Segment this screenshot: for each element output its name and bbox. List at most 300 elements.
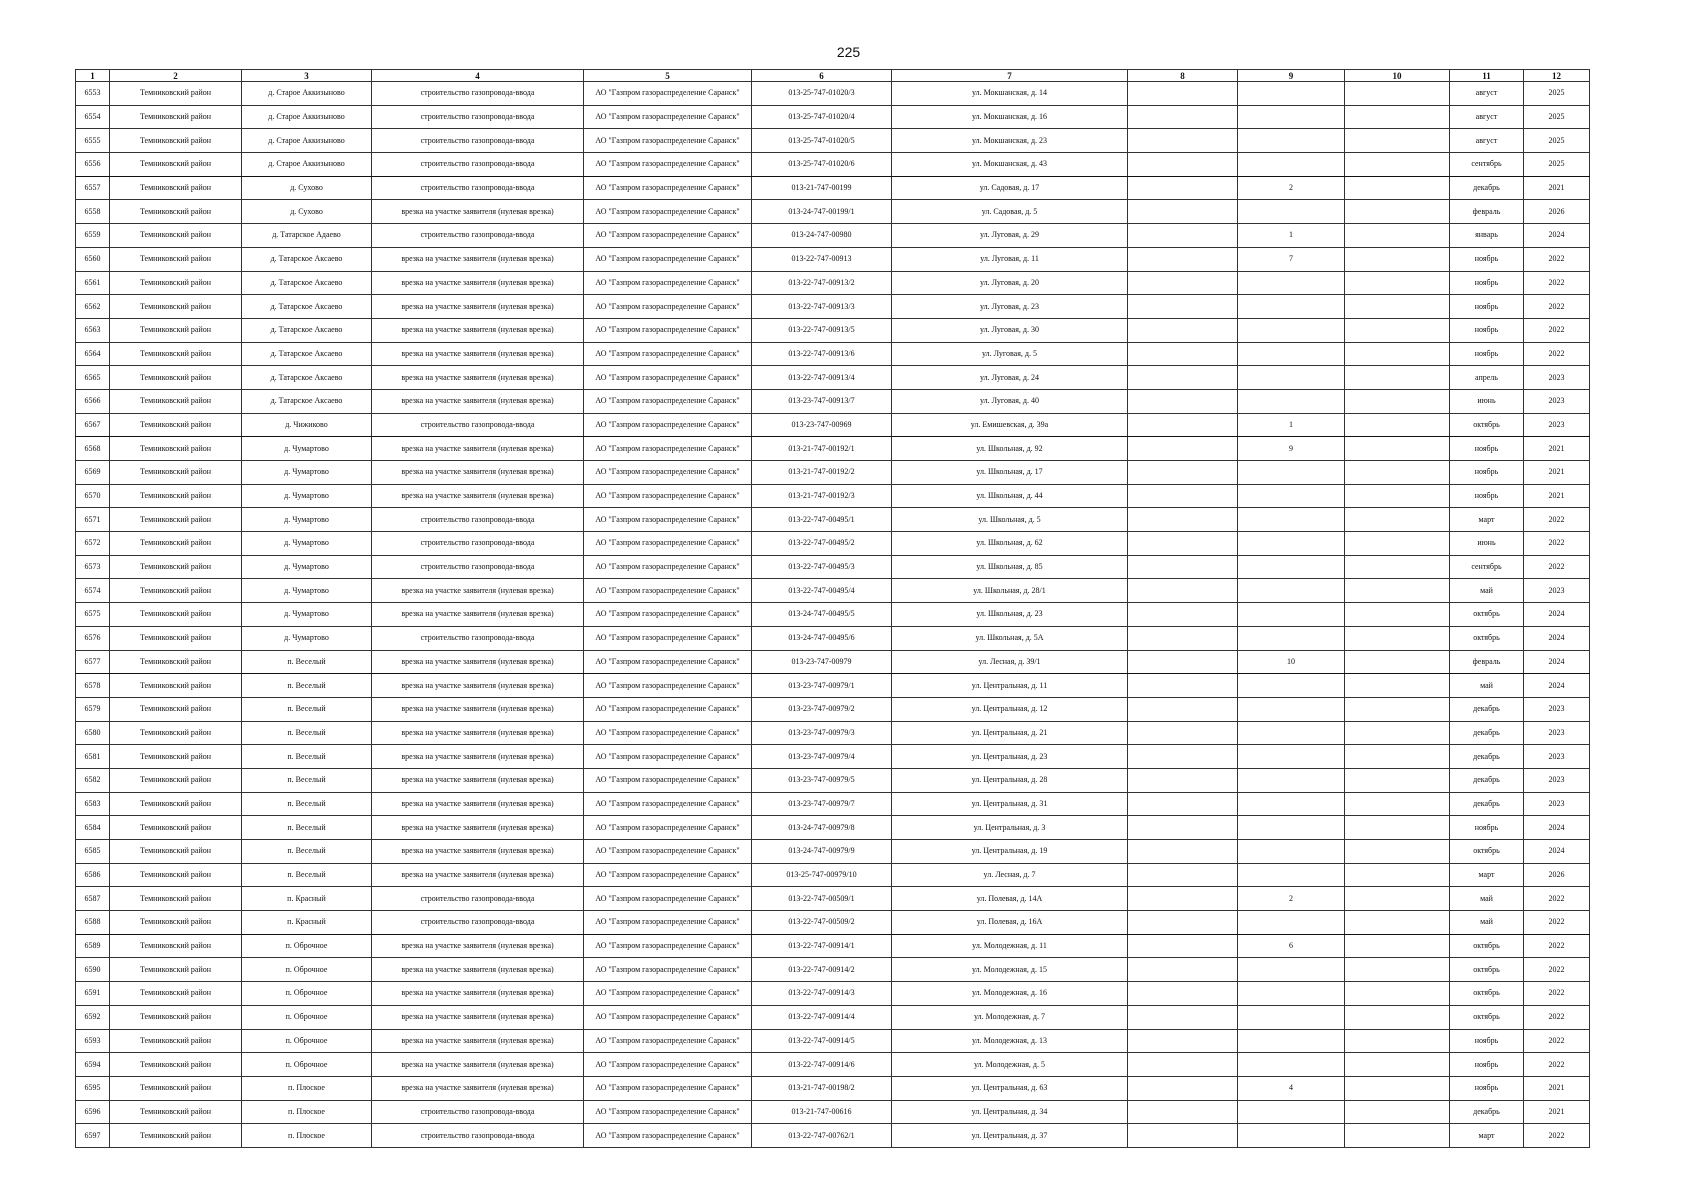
cell-col-10 [1345,768,1450,792]
cell-organization: АО "Газпром газораспределение Саранск" [584,461,752,485]
cell-application-number: 013-22-747-00913 [752,247,892,271]
cell-work-type: врезка на участке заявителя (нулевая врезка) [372,768,584,792]
cell-organization: АО "Газпром газораспределение Саранск" [584,1100,752,1124]
cell-month: март [1450,1124,1524,1148]
cell-organization: АО "Газпром газораспределение Саранск" [584,1029,752,1053]
cell-col-10 [1345,1100,1450,1124]
cell-row-number: 6579 [76,697,110,721]
cell-row-number: 6557 [76,176,110,200]
cell-col-8 [1128,200,1238,224]
cell-month: ноябрь [1450,271,1524,295]
cell-row-number: 6563 [76,318,110,342]
cell-month: октябрь [1450,840,1524,864]
cell-district: Темниковский район [110,768,242,792]
cell-address: ул. Луговая, д. 23 [892,295,1128,319]
cell-month: март [1450,863,1524,887]
cell-col-10 [1345,413,1450,437]
cell-row-number: 6571 [76,508,110,532]
column-header-9: 9 [1238,70,1345,82]
cell-address: ул. Центральная, д. 11 [892,674,1128,698]
cell-organization: АО "Газпром газораспределение Саранск" [584,271,752,295]
cell-col-9 [1238,792,1345,816]
cell-month: ноябрь [1450,318,1524,342]
cell-year: 2023 [1524,768,1590,792]
cell-col-10 [1345,342,1450,366]
cell-address: ул. Мокшанская, д. 16 [892,105,1128,129]
cell-work-type: строительство газопровода-ввода [372,887,584,911]
cell-settlement: п. Оброчное [242,982,372,1006]
cell-application-number: 013-21-747-00192/2 [752,461,892,485]
cell-organization: АО "Газпром газораспределение Саранск" [584,863,752,887]
table-row [76,366,1590,390]
cell-district: Темниковский район [110,129,242,153]
cell-organization: АО "Газпром газораспределение Саранск" [584,342,752,366]
cell-col-8 [1128,840,1238,864]
cell-month: декабрь [1450,697,1524,721]
cell-district: Темниковский район [110,555,242,579]
cell-organization: АО "Газпром газораспределение Саранск" [584,176,752,200]
cell-application-number: 013-23-747-00979/1 [752,674,892,698]
cell-month: май [1450,674,1524,698]
cell-organization: АО "Газпром газораспределение Саранск" [584,1124,752,1148]
cell-month: февраль [1450,200,1524,224]
cell-col-8 [1128,697,1238,721]
column-header-12: 12 [1524,70,1590,82]
cell-application-number: 013-22-747-00914/5 [752,1029,892,1053]
cell-month: ноябрь [1450,342,1524,366]
cell-year: 2025 [1524,82,1590,106]
cell-work-type: врезка на участке заявителя (нулевая врезка) [372,816,584,840]
cell-work-type: врезка на участке заявителя (нулевая врезка) [372,603,584,627]
table-row [76,674,1590,698]
cell-month: октябрь [1450,626,1524,650]
cell-row-number: 6575 [76,603,110,627]
cell-work-type: врезка на участке заявителя (нулевая врезка) [372,674,584,698]
cell-work-type: врезка на участке заявителя (нулевая врезка) [372,721,584,745]
cell-settlement: п. Плоское [242,1076,372,1100]
cell-application-number: 013-25-747-01020/4 [752,105,892,129]
cell-work-type: строительство газопровода-ввода [372,1124,584,1148]
cell-organization: АО "Газпром газораспределение Саранск" [584,579,752,603]
cell-col-8 [1128,366,1238,390]
cell-month: август [1450,129,1524,153]
cell-work-type: строительство газопровода-ввода [372,82,584,106]
cell-settlement: п. Веселый [242,792,372,816]
cell-col-9 [1238,271,1345,295]
cell-organization: АО "Газпром газораспределение Саранск" [584,721,752,745]
cell-application-number: 013-21-747-00198/2 [752,1076,892,1100]
cell-address: ул. Школьная, д. 44 [892,484,1128,508]
cell-year: 2023 [1524,745,1590,769]
cell-col-9 [1238,579,1345,603]
cell-col-9 [1238,318,1345,342]
cell-district: Темниковский район [110,200,242,224]
cell-year: 2024 [1524,224,1590,248]
cell-col-8 [1128,295,1238,319]
cell-district: Темниковский район [110,247,242,271]
cell-organization: АО "Газпром газораспределение Саранск" [584,532,752,556]
cell-settlement: п. Оброчное [242,1005,372,1029]
cell-col-9 [1238,1053,1345,1077]
cell-settlement: д. Чижиково [242,413,372,437]
cell-organization: АО "Газпром газораспределение Саранск" [584,911,752,935]
cell-address: ул. Школьная, д. 28/1 [892,579,1128,603]
cell-application-number: 013-22-747-00914/2 [752,958,892,982]
cell-district: Темниковский район [110,840,242,864]
cell-col-10 [1345,461,1450,485]
cell-settlement: п. Плоское [242,1124,372,1148]
cell-row-number: 6586 [76,863,110,887]
table-row [76,105,1590,129]
cell-address: ул. Луговая, д. 30 [892,318,1128,342]
cell-year: 2023 [1524,389,1590,413]
cell-row-number: 6574 [76,579,110,603]
cell-month: ноябрь [1450,1029,1524,1053]
cell-settlement: п. Веселый [242,816,372,840]
cell-year: 2022 [1524,1124,1590,1148]
cell-address: ул. Садовая, д. 17 [892,176,1128,200]
cell-address: ул. Луговая, д. 20 [892,271,1128,295]
table-body [76,82,1590,1148]
cell-year: 2022 [1524,508,1590,532]
cell-work-type: врезка на участке заявителя (нулевая врезка) [372,318,584,342]
cell-col-8 [1128,413,1238,437]
cell-organization: АО "Газпром газораспределение Саранск" [584,792,752,816]
cell-col-9 [1238,1124,1345,1148]
cell-col-8 [1128,721,1238,745]
cell-year: 2024 [1524,603,1590,627]
cell-organization: АО "Газпром газораспределение Саранск" [584,1053,752,1077]
column-header-8: 8 [1128,70,1238,82]
cell-row-number: 6580 [76,721,110,745]
cell-organization: АО "Газпром газораспределение Саранск" [584,768,752,792]
cell-district: Темниковский район [110,1005,242,1029]
cell-month: январь [1450,224,1524,248]
cell-organization: АО "Газпром газораспределение Саранск" [584,816,752,840]
table-row [76,579,1590,603]
column-header-4: 4 [372,70,584,82]
table-row [76,224,1590,248]
table-row [76,792,1590,816]
cell-row-number: 6590 [76,958,110,982]
cell-col-9 [1238,863,1345,887]
table-row [76,958,1590,982]
table-row [76,1124,1590,1148]
cell-settlement: д. Сухово [242,200,372,224]
table-row [76,1005,1590,1029]
cell-address: ул. Центральная, д. 23 [892,745,1128,769]
cell-month: декабрь [1450,176,1524,200]
cell-application-number: 013-22-747-00495/4 [752,579,892,603]
cell-district: Темниковский район [110,721,242,745]
cell-row-number: 6584 [76,816,110,840]
cell-col-10 [1345,105,1450,129]
cell-application-number: 013-23-747-00979/5 [752,768,892,792]
cell-district: Темниковский район [110,958,242,982]
cell-settlement: д. Чумартово [242,508,372,532]
cell-organization: АО "Газпром газораспределение Саранск" [584,484,752,508]
table-row [76,697,1590,721]
cell-year: 2022 [1524,934,1590,958]
cell-address: ул. Мокшанская, д. 14 [892,82,1128,106]
cell-row-number: 6556 [76,153,110,177]
column-header-1: 1 [76,70,110,82]
cell-col-8 [1128,768,1238,792]
cell-row-number: 6561 [76,271,110,295]
cell-settlement: п. Веселый [242,650,372,674]
cell-organization: АО "Газпром газораспределение Саранск" [584,247,752,271]
cell-col-10 [1345,1124,1450,1148]
cell-district: Темниковский район [110,484,242,508]
cell-month: октябрь [1450,413,1524,437]
table-row [76,887,1590,911]
table-row [76,816,1590,840]
cell-district: Темниковский район [110,697,242,721]
cell-district: Темниковский район [110,1029,242,1053]
cell-work-type: строительство газопровода-ввода [372,224,584,248]
cell-col-10 [1345,745,1450,769]
cell-work-type: строительство газопровода-ввода [372,176,584,200]
table-row [76,721,1590,745]
cell-organization: АО "Газпром газораспределение Саранск" [584,958,752,982]
table-row [76,437,1590,461]
cell-col-8 [1128,674,1238,698]
cell-col-9 [1238,911,1345,935]
cell-col-8 [1128,129,1238,153]
cell-district: Темниковский район [110,674,242,698]
cell-row-number: 6565 [76,366,110,390]
cell-address: ул. Центральная, д. 63 [892,1076,1128,1100]
cell-col-10 [1345,508,1450,532]
cell-settlement: п. Веселый [242,674,372,698]
cell-organization: АО "Газпром газораспределение Саранск" [584,603,752,627]
cell-col-10 [1345,295,1450,319]
cell-settlement: д. Чумартово [242,626,372,650]
cell-col-9 [1238,1029,1345,1053]
cell-organization: АО "Газпром газораспределение Саранск" [584,105,752,129]
cell-work-type: врезка на участке заявителя (нулевая врезка) [372,958,584,982]
cell-col-9 [1238,484,1345,508]
cell-settlement: д. Татарское Аксаево [242,366,372,390]
cell-settlement: д. Татарское Аксаево [242,342,372,366]
registry-table [75,69,1590,1148]
cell-settlement: п. Оброчное [242,958,372,982]
cell-col-9 [1238,366,1345,390]
cell-col-8 [1128,1005,1238,1029]
cell-col-10 [1345,603,1450,627]
cell-year: 2022 [1524,911,1590,935]
cell-month: июнь [1450,532,1524,556]
cell-year: 2026 [1524,200,1590,224]
cell-settlement: д. Чумартово [242,484,372,508]
cell-settlement: д. Татарское Адаево [242,224,372,248]
cell-col-8 [1128,555,1238,579]
column-header-11: 11 [1450,70,1524,82]
cell-col-8 [1128,958,1238,982]
cell-row-number: 6568 [76,437,110,461]
cell-organization: АО "Газпром газораспределение Саранск" [584,674,752,698]
cell-settlement: п. Оброчное [242,1029,372,1053]
cell-district: Темниковский район [110,982,242,1006]
cell-application-number: 013-25-747-01020/3 [752,82,892,106]
table-row [76,1053,1590,1077]
cell-settlement: д. Старое Аккизыново [242,105,372,129]
cell-district: Темниковский район [110,911,242,935]
cell-col-8 [1128,247,1238,271]
cell-organization: АО "Газпром газораспределение Саранск" [584,389,752,413]
cell-application-number: 013-22-747-00495/1 [752,508,892,532]
cell-organization: АО "Газпром газораспределение Саранск" [584,295,752,319]
cell-year: 2022 [1524,887,1590,911]
cell-work-type: строительство газопровода-ввода [372,555,584,579]
table-row [76,934,1590,958]
cell-col-10 [1345,366,1450,390]
cell-organization: АО "Газпром газораспределение Саранск" [584,129,752,153]
cell-year: 2022 [1524,318,1590,342]
cell-col-10 [1345,271,1450,295]
cell-application-number: 013-22-747-00495/2 [752,532,892,556]
cell-work-type: врезка на участке заявителя (нулевая врезка) [372,247,584,271]
cell-month: ноябрь [1450,247,1524,271]
cell-address: ул. Луговая, д. 5 [892,342,1128,366]
cell-col-10 [1345,1029,1450,1053]
cell-col-8 [1128,508,1238,532]
cell-application-number: 013-21-747-00616 [752,1100,892,1124]
cell-address: ул. Центральная, д. 19 [892,840,1128,864]
table-row [76,1100,1590,1124]
cell-row-number: 6585 [76,840,110,864]
cell-col-9 [1238,840,1345,864]
cell-district: Темниковский район [110,105,242,129]
cell-col-8 [1128,342,1238,366]
cell-work-type: врезка на участке заявителя (нулевая врезка) [372,697,584,721]
cell-col-8 [1128,816,1238,840]
cell-col-10 [1345,697,1450,721]
cell-address: ул. Молодежная, д. 15 [892,958,1128,982]
cell-application-number: 013-22-747-00914/1 [752,934,892,958]
cell-work-type: врезка на участке заявителя (нулевая врезка) [372,840,584,864]
cell-address: ул. Луговая, д. 29 [892,224,1128,248]
cell-organization: АО "Газпром газораспределение Саранск" [584,413,752,437]
cell-organization: АО "Газпром газораспределение Саранск" [584,840,752,864]
table-row [76,389,1590,413]
table-row [76,745,1590,769]
cell-work-type: врезка на участке заявителя (нулевая врезка) [372,650,584,674]
cell-row-number: 6591 [76,982,110,1006]
cell-work-type: врезка на участке заявителя (нулевая врезка) [372,437,584,461]
cell-month: декабрь [1450,745,1524,769]
cell-row-number: 6596 [76,1100,110,1124]
table-row [76,295,1590,319]
cell-col-8 [1128,1124,1238,1148]
cell-col-9 [1238,129,1345,153]
cell-application-number: 013-24-747-00979/8 [752,816,892,840]
cell-year: 2021 [1524,1076,1590,1100]
cell-address: ул. Школьная, д. 62 [892,532,1128,556]
column-header-5: 5 [584,70,752,82]
cell-month: ноябрь [1450,484,1524,508]
cell-settlement: д. Чумартово [242,437,372,461]
cell-year: 2022 [1524,555,1590,579]
cell-organization: АО "Газпром газораспределение Саранск" [584,366,752,390]
table-row [76,271,1590,295]
table-row [76,413,1590,437]
cell-col-10 [1345,176,1450,200]
cell-col-10 [1345,247,1450,271]
cell-settlement: д. Татарское Аксаево [242,271,372,295]
cell-month: октябрь [1450,934,1524,958]
cell-district: Темниковский район [110,271,242,295]
cell-col-8 [1128,579,1238,603]
table-row [76,650,1590,674]
cell-address: ул. Мокшанская, д. 43 [892,153,1128,177]
cell-settlement: д. Татарское Аксаево [242,247,372,271]
cell-organization: АО "Газпром газораспределение Саранск" [584,555,752,579]
cell-month: май [1450,579,1524,603]
cell-work-type: врезка на участке заявителя (нулевая врезка) [372,1005,584,1029]
table-row [76,508,1590,532]
cell-address: ул. Центральная, д. 31 [892,792,1128,816]
cell-settlement: п. Веселый [242,745,372,769]
cell-year: 2023 [1524,579,1590,603]
cell-address: ул. Луговая, д. 11 [892,247,1128,271]
cell-organization: АО "Газпром газораспределение Саранск" [584,153,752,177]
cell-application-number: 013-23-747-00979/4 [752,745,892,769]
cell-col-8 [1128,1029,1238,1053]
cell-row-number: 6576 [76,626,110,650]
cell-row-number: 6582 [76,768,110,792]
cell-application-number: 013-22-747-00913/3 [752,295,892,319]
cell-month: октябрь [1450,603,1524,627]
table-row [76,1076,1590,1100]
cell-work-type: врезка на участке заявителя (нулевая врезка) [372,863,584,887]
cell-settlement: д. Чумартово [242,579,372,603]
cell-col-8 [1128,153,1238,177]
cell-work-type: строительство газопровода-ввода [372,105,584,129]
cell-settlement: п. Плоское [242,1100,372,1124]
cell-district: Темниковский район [110,437,242,461]
cell-col-8 [1128,1053,1238,1077]
cell-col-8 [1128,745,1238,769]
cell-row-number: 6570 [76,484,110,508]
cell-settlement: п. Веселый [242,840,372,864]
cell-work-type: врезка на участке заявителя (нулевая врезка) [372,1053,584,1077]
cell-col-8 [1128,982,1238,1006]
cell-year: 2026 [1524,863,1590,887]
cell-month: август [1450,105,1524,129]
table-row [76,176,1590,200]
table-row [76,982,1590,1006]
cell-organization: АО "Газпром газораспределение Саранск" [584,934,752,958]
cell-settlement: д. Чумартово [242,532,372,556]
cell-row-number: 6578 [76,674,110,698]
cell-row-number: 6567 [76,413,110,437]
cell-address: ул. Лесная, д. 39/1 [892,650,1128,674]
cell-row-number: 6594 [76,1053,110,1077]
table-row [76,603,1590,627]
cell-col-9 [1238,816,1345,840]
cell-col-9 [1238,674,1345,698]
cell-year: 2021 [1524,1100,1590,1124]
cell-address: ул. Луговая, д. 24 [892,366,1128,390]
cell-col-9 [1238,626,1345,650]
cell-col-9 [1238,1005,1345,1029]
cell-row-number: 6595 [76,1076,110,1100]
cell-month: декабрь [1450,1100,1524,1124]
cell-month: март [1450,508,1524,532]
cell-district: Темниковский район [110,82,242,106]
cell-col-9 [1238,768,1345,792]
